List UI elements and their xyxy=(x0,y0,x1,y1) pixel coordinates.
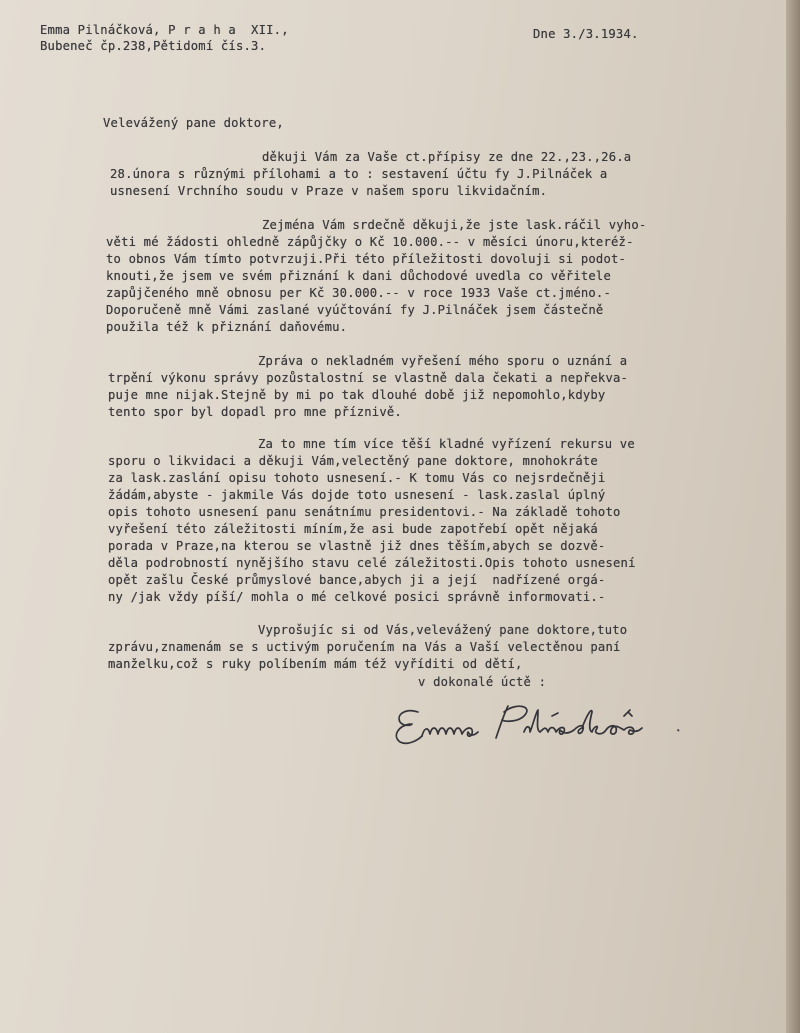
text-line: zprávu,znamenám se s uctivým poručením na Vás a Vaší velectěnou paní xyxy=(108,640,621,654)
text-line: zapůjčeného mně obnosu per Kč 30.000.-- v roce 1933 Vaše ct.jméno.- xyxy=(106,286,612,300)
text-line: to obnos Vám tímto potvrzuji.Při této příležitosti dovoluji si podot- xyxy=(106,252,627,266)
text-line: Vyprošujíc si od Vás,velevážený pane doktore,tuto xyxy=(258,623,628,637)
text-line: 28.února s různými přílohami a to : sestavení účtu fy J.Pilnáček a xyxy=(110,167,608,181)
text-line: vyřešení této záležitosti míním,že asi bude zapotřebí opět nějaká xyxy=(108,522,598,536)
letter-date: Dne 3./3.1934. xyxy=(533,27,639,41)
text-line: děkuji Vám za Vaše ct.přípisy ze dne 22.,23.,26.a xyxy=(262,150,632,164)
text-line: věti mé žádosti ohledně zápůjčky o Kč 10.000.-- v měsíci únoru,kteréž- xyxy=(106,235,634,249)
text-line: opis tohoto usnesení panu senátnímu presidentovi.- Na základě tohoto xyxy=(108,505,621,519)
text-line: Doporučeně mně Vámi zaslané vyúčtování fy J.Pilnáček jsem částečně xyxy=(106,303,604,317)
text-line: ny /jak vždy píší/ mohla o mé celkové posici správně informovati.- xyxy=(108,590,606,604)
text-line: děla podrobností nynějšího stavu celé záležitosti.Opis tohoto usnesení xyxy=(108,556,636,570)
text-line: za lask.zaslání opisu tohoto usnesení.- K tomu Vás co nejsrdečněji xyxy=(108,471,606,485)
text-line: porada v Praze,na kterou se vlastně již dnes těším,abych se dozvě- xyxy=(108,539,606,553)
salutation: Velevážený pane doktore, xyxy=(103,116,284,130)
desk-edge xyxy=(786,0,800,1033)
text-line: knouti,že jsem ve svém přiznání k dani důchodové uvedla co věřitele xyxy=(106,269,612,283)
text-line: opět zašlu České průmyslové bance,abych ji a její nadřízené orgá- xyxy=(108,573,606,587)
text-line: použila též k přiznání daňovému. xyxy=(106,320,348,334)
text-line: tento spor byl dopadl pro mne příznivě. xyxy=(108,405,402,419)
handwritten-signature xyxy=(388,698,688,754)
text-line: sporu o likvidaci a děkuji Vám,velectěný pane doktore, mnohokráte xyxy=(108,454,598,468)
text-line: usnesení Vrchního soudu v Praze v našem sporu likvidačním. xyxy=(110,184,548,198)
closing-phrase: v dokonalé úctě : xyxy=(418,675,547,689)
text-line: manželku,což s ruky políbením mám též vyříditi od dětí, xyxy=(108,657,523,671)
text-line: žádám,abyste - jakmile Vás dojde toto usnesení - lask.zaslal úplný xyxy=(108,488,606,502)
text-line: Za to mne tím více těší kladné vyřízení rekursu ve xyxy=(258,437,635,451)
sender-address-line: Bubeneč čp.238,Pětidomí čís.3. xyxy=(40,39,267,53)
text-line: puje mne nijak.Stejně by mi po tak dlouhé době již nepomohlo,kdyby xyxy=(108,388,606,402)
text-line: trpění výkonu správy pozůstalostní se vlastně dala čekati a nepřekva- xyxy=(108,371,629,385)
text-line: Zejména Vám srdečně děkuji,že jste lask.ráčil vyho- xyxy=(262,218,647,232)
text-line: Zpráva o nekladném vyřešení mého sporu o uznání a xyxy=(258,354,628,368)
sender-name-line: Emma Pilnáčková, P r a h a XII., xyxy=(40,23,289,37)
